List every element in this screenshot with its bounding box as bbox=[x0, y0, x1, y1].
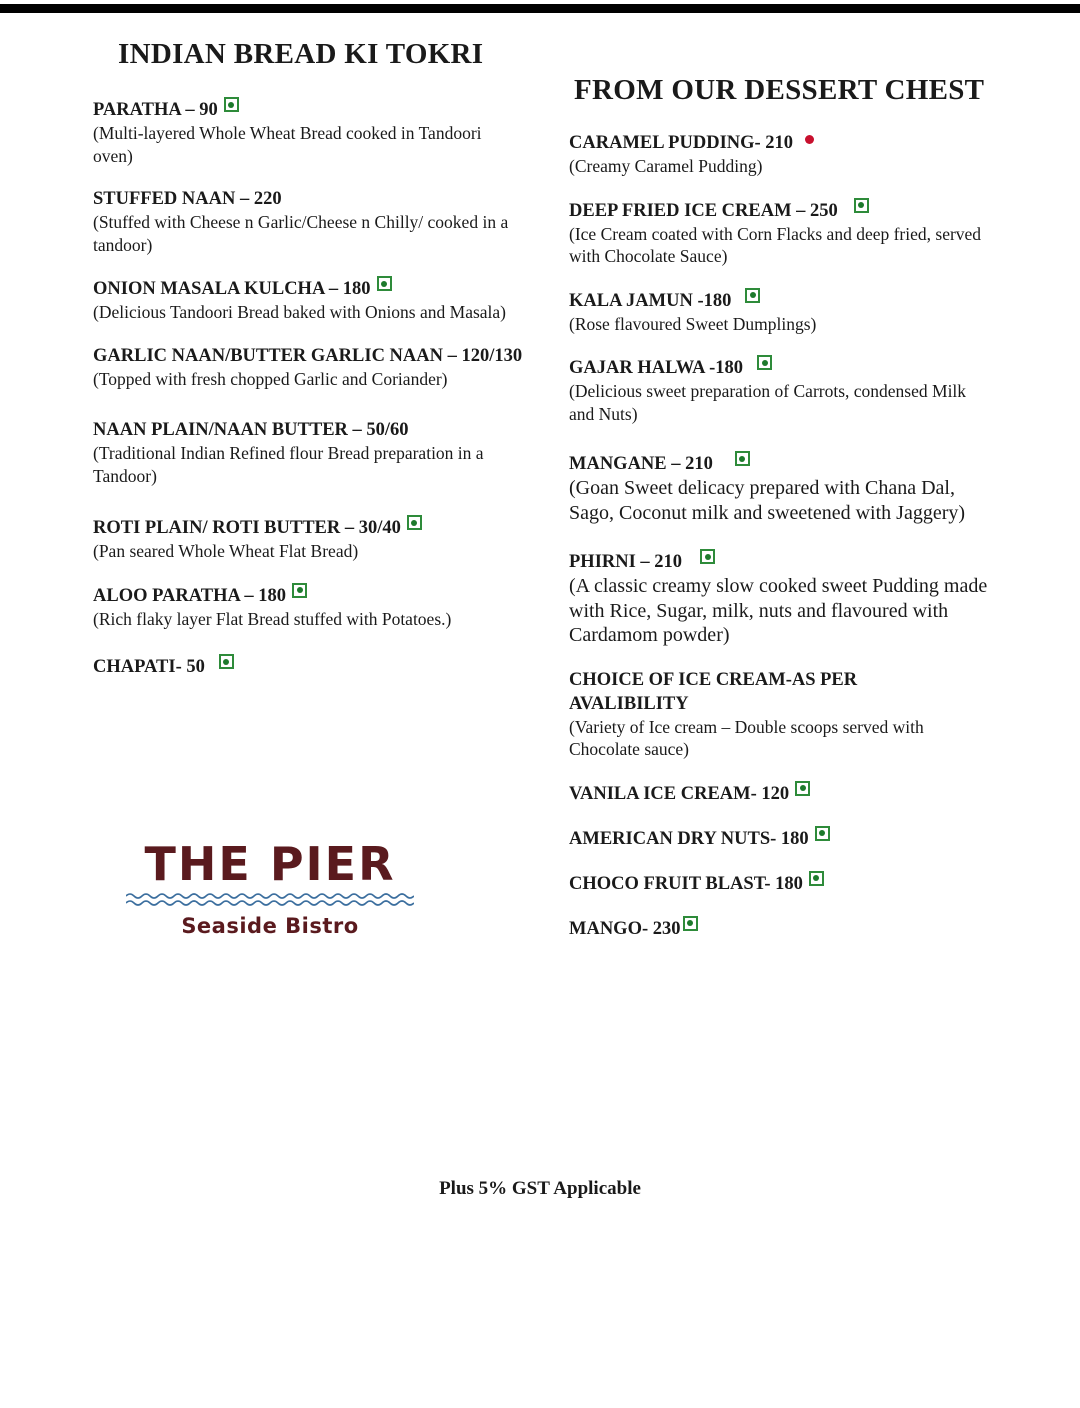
gst-note: Plus 5% GST Applicable bbox=[439, 1178, 641, 1199]
item-name: VANILA ICE CREAM- 120 bbox=[569, 783, 790, 804]
item-name: MANGO- 230 bbox=[569, 918, 681, 939]
veg-icon bbox=[745, 288, 760, 303]
logo-tagline: Seaside Bistro bbox=[181, 914, 359, 938]
item-name: GARLIC NAAN/BUTTER GARLIC NAAN – 120/130 bbox=[93, 345, 523, 366]
menu-item-mangane bbox=[569, 451, 989, 525]
menu-item-garlic-naan bbox=[93, 344, 523, 391]
menu-item-roti bbox=[93, 515, 523, 563]
veg-icon bbox=[735, 451, 750, 466]
item-description: (Goan Sweet delicacy prepared with Chana Dal, Sago, Coconut milk and sweetened with Jaggery) bbox=[569, 477, 966, 524]
item-name: PHIRNI – 210 bbox=[569, 552, 683, 572]
item-name: CHOCO FRUIT BLAST- 180 bbox=[569, 873, 803, 894]
veg-icon bbox=[407, 515, 422, 530]
item-description: (Rich flaky layer Flat Bread stuffed with Potatoes.) bbox=[93, 608, 452, 629]
item-name: MANGANE – 210 bbox=[569, 454, 713, 474]
veg-icon bbox=[683, 916, 698, 931]
item-name: AMERICAN DRY NUTS- 180 bbox=[569, 828, 809, 849]
logo-name: THE PIER bbox=[144, 837, 396, 891]
item-name: NAAN PLAIN/NAAN BUTTER – 50/60 bbox=[93, 420, 409, 440]
item-name: ROTI PLAIN/ ROTI BUTTER – 30/40 bbox=[93, 518, 401, 538]
menu-item-phirni bbox=[569, 549, 989, 648]
item-name: CARAMEL PUDDING- 210 bbox=[569, 133, 794, 153]
menu-item-stuffed-naan bbox=[93, 187, 523, 256]
menu-item-kala-jamun bbox=[569, 288, 989, 336]
item-description: (Multi-layered Whole Wheat Bread cooked in Tandoori oven) bbox=[93, 123, 482, 166]
veg-icon bbox=[757, 355, 772, 370]
menu-item-onion-masala-kulcha bbox=[93, 276, 523, 324]
veg-icon bbox=[219, 654, 234, 669]
veg-icon bbox=[292, 583, 307, 598]
item-description: (Stuffed with Cheese n Garlic/Cheese n Chilly/ cooked in a tandoor) bbox=[93, 212, 509, 255]
item-name: KALA JAMUN -180 bbox=[569, 290, 732, 311]
item-description: (Delicious sweet preparation of Carrots, condensed Milk and Nuts) bbox=[569, 381, 967, 424]
item-description: (Delicious Tandoori Bread baked with Onions and Masala) bbox=[93, 302, 507, 322]
menu-item-caramel-pudding bbox=[569, 131, 989, 178]
item-name: PARATHA – 90 bbox=[93, 100, 218, 120]
waves-icon bbox=[126, 892, 414, 908]
item-name: GAJAR HALWA -180 bbox=[569, 358, 744, 378]
veg-icon bbox=[809, 871, 824, 886]
the-pier-logo bbox=[126, 838, 414, 938]
item-description: (Variety of Ice cream – Double scoops served with Chocolate sauce) bbox=[569, 716, 924, 759]
section-title-breads: INDIAN BREAD KI TOKRI bbox=[118, 38, 484, 70]
item-name: ONION MASALA KULCHA – 180 bbox=[93, 279, 371, 299]
item-description: (Rose flavoured Sweet Dumplings) bbox=[569, 313, 817, 334]
menu-item-mango bbox=[569, 916, 989, 941]
menu-item-american-dry-nuts bbox=[569, 826, 989, 851]
item-description: (Ice Cream coated with Corn Flacks and deep fried, served with Chocolate Sauce) bbox=[569, 223, 982, 266]
item-description: (Traditional Indian Refined flour Bread preparation in a Tandoor) bbox=[93, 443, 484, 486]
menu-item-deep-fried-ice-cream bbox=[569, 198, 989, 268]
menu-item-aloo-paratha bbox=[93, 583, 523, 631]
item-description: (Topped with fresh chopped Garlic and Coriander) bbox=[93, 368, 448, 389]
menu-item-chapati bbox=[93, 654, 523, 679]
veg-icon bbox=[795, 781, 810, 796]
item-name: DEEP FRIED ICE CREAM – 250 bbox=[569, 200, 838, 221]
dessert-section bbox=[569, 74, 989, 961]
item-name: CHAPATI- 50 bbox=[93, 657, 205, 677]
menu-item-paratha bbox=[93, 97, 523, 167]
menu-item-vanila-ice-cream bbox=[569, 781, 989, 806]
veg-icon bbox=[700, 549, 715, 564]
item-name: ALOO PARATHA – 180 bbox=[93, 585, 287, 606]
item-description: (Pan seared Whole Wheat Flat Bread) bbox=[93, 541, 359, 561]
menu-item-gajar-halwa bbox=[569, 355, 989, 425]
menu-item-naan-plain bbox=[93, 418, 523, 487]
top-rule bbox=[0, 4, 1080, 13]
indian-bread-section bbox=[93, 38, 523, 699]
veg-icon bbox=[815, 826, 830, 841]
item-description: (Creamy Caramel Pudding) bbox=[569, 156, 763, 176]
veg-icon bbox=[854, 198, 869, 213]
item-name: STUFFED NAAN – 220 bbox=[93, 189, 282, 209]
menu-item-choco-fruit-blast bbox=[569, 871, 989, 896]
menu-item-choice-of-ice-cream bbox=[569, 668, 989, 761]
veg-icon bbox=[224, 97, 239, 112]
veg-icon bbox=[377, 276, 392, 291]
item-description: (A classic creamy slow cooked sweet Pudding made with Rice, Sugar, milk, nuts and flavoured with Cardamom powder) bbox=[569, 575, 988, 646]
section-title-desserts: FROM OUR DESSERT CHEST bbox=[574, 74, 985, 106]
item-name: CHOICE OF ICE CREAM-AS PER AVALIBILITY bbox=[569, 669, 858, 714]
nonveg-dot-icon bbox=[805, 135, 814, 144]
